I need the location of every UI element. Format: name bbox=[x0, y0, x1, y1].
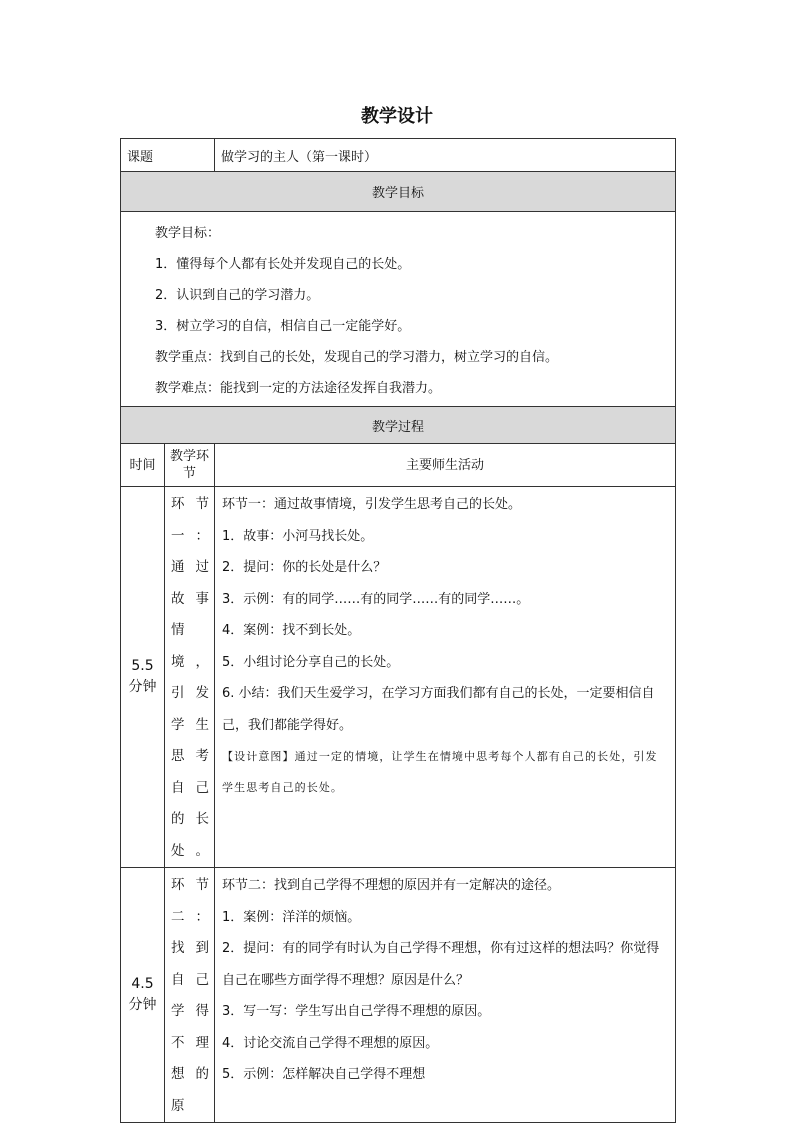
activity-line: 4．讨论交流自己学得不理想的原因。 bbox=[222, 1035, 439, 1051]
activity-line: 2．提问：你的长处是什么？ bbox=[222, 560, 387, 575]
activity-line: 5．小组讨论分享自己的长处。 bbox=[222, 654, 400, 670]
lesson-plan-table bbox=[120, 138, 676, 1123]
section-time: 5.5分钟 bbox=[121, 487, 165, 868]
goals-intro: 教学目标： bbox=[155, 226, 221, 241]
goal-item: 2．认识到自己的学习潜力。 bbox=[155, 288, 320, 303]
goals-row bbox=[121, 212, 676, 407]
goals-header: 教学目标 bbox=[121, 172, 676, 212]
activity-line: 5．示例：怎样解决自己学得不理想 bbox=[222, 1067, 426, 1082]
section-activities bbox=[215, 487, 676, 868]
section-stage: 环节二：找到自己学得不理想的原 bbox=[165, 868, 215, 1123]
activity-line: 3．写一写：学生写出自己学得不理想的原因。 bbox=[222, 1004, 491, 1019]
goal-item: 3．树立学习的自信，相信自己一定能学好。 bbox=[155, 319, 411, 334]
lesson-row bbox=[121, 139, 676, 172]
process-header-row bbox=[121, 407, 676, 444]
section-time: 4.5分钟 bbox=[121, 868, 165, 1123]
goal-item: 1．懂得每个人都有长处并发现自己的长处。 bbox=[155, 257, 411, 272]
process-columns-row bbox=[121, 444, 676, 487]
key-point: 教学重点：找到自己的长处，发现自己的学习潜力，树立学习的自信。 bbox=[155, 350, 559, 365]
column-stage: 教学环节 bbox=[165, 444, 215, 487]
activity-line: 3．示例：有的同学……有的同学……有的同学……。 bbox=[222, 591, 530, 607]
process-header: 教学过程 bbox=[121, 407, 676, 444]
design-intent: 【设计意图】通过一定的情境，让学生在情境中思考每个人都有自己的长处，引发学生思考自己的长处。 bbox=[222, 750, 658, 794]
column-time: 时间 bbox=[121, 444, 165, 487]
goals-header-row bbox=[121, 172, 676, 212]
section-activities bbox=[215, 868, 676, 1123]
column-activity: 主要师生活动 bbox=[215, 444, 676, 487]
activity-line: 6. 小结：我们天生爱学习，在学习方面我们都有自己的长处，一定要相信自己，我们都能学得好。 bbox=[222, 686, 655, 733]
activity-line: 环节二：找到自己学得不理想的原因并有一定解决的途径。 bbox=[222, 878, 561, 893]
difficulty: 教学难点：能找到一定的方法途径发挥自我潜力。 bbox=[155, 381, 442, 396]
process-section-row bbox=[121, 487, 676, 868]
lesson-value: 做学习的主人（第一课时） bbox=[215, 139, 676, 172]
activity-line: 4．案例：找不到长处。 bbox=[222, 623, 361, 638]
lesson-label: 课题 bbox=[121, 139, 215, 172]
activity-line: 1．故事：小河马找长处。 bbox=[222, 528, 374, 544]
activity-line: 1．案例：洋洋的烦恼。 bbox=[222, 909, 361, 925]
section-stage: 环节一：通过故事情境，引发学生思考自己的长处。 bbox=[165, 487, 215, 868]
document-title: 教学设计 bbox=[361, 106, 433, 127]
activity-line: 2．提问：有的同学有时认为自己学得不理想，你有过这样的想法吗？你觉得自己在哪些方面学得不理想？原因是什么？ bbox=[222, 941, 660, 988]
process-section-row bbox=[121, 868, 676, 1123]
activity-line: 环节一：通过故事情境，引发学生思考自己的长处。 bbox=[222, 497, 522, 512]
goals-content bbox=[121, 212, 676, 407]
